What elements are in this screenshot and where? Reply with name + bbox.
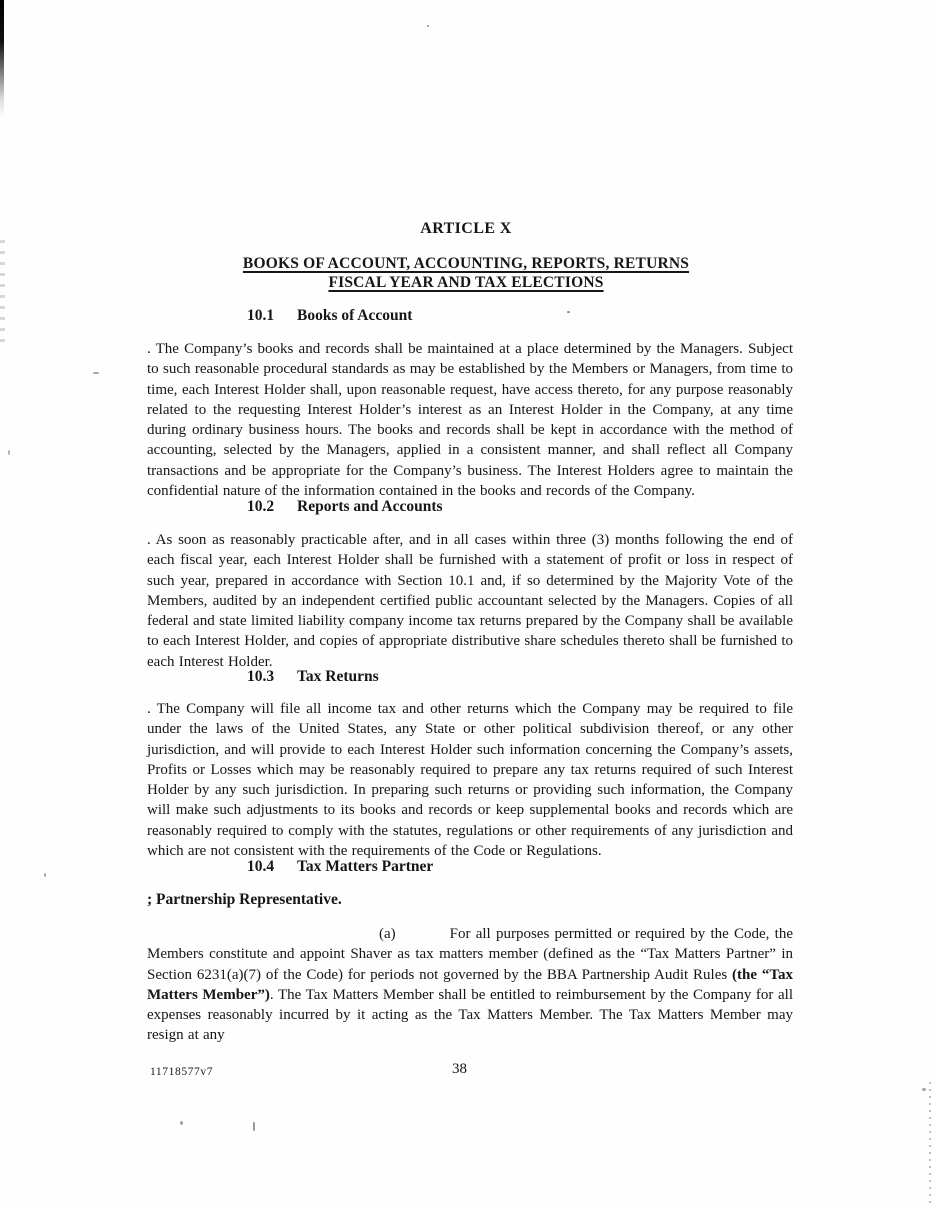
section-10-3-paragraph: . The Company will file all income tax and other returns which the Company may be required to file under the laws of the United States, any State or other political subdivision thereof, or any other jurisdiction, and will provide to each Interest Holder such information concerning the Company’s assets, Profits or Losses which may be reasonably required to prepare any tax returns required of such Interest Holder by any such jurisdiction. In preparing such returns or providing such information, the Company will make such adjustments to its books and records or keep supplemental books and records which are reasonably required to comply with the statutes, regulations or other requirements of any jurisdiction and which are not consistent with the requirements of the Code or Regulations. [147,701,793,860]
section-number: 10.1 [247,307,275,324]
section-10-1-paragraph: . The Company’s books and records shall be maintained at a place determined by the Managers. Subject to such reasonable procedural standards as may be established by the Members or Managers, from time to time, each Interest Holder shall, upon reasonable request, have access thereto, for any purpose reasonably related to the requesting Interest Holder’s interest as an Interest Holder in the Company, at any time during ordinary business hours. The books and records shall be kept in accordance with the method of accounting, selected by the Managers, applied in a consistent manner, and shall reflect all Company transactions and be appropriate for the Company’s business. The Interest Holders agree to maintain the confidential nature of the information contained in the books and records of the Company. [147,341,793,500]
section-heading-10-4 [247,858,433,876]
scan-artifact-speck [8,450,10,455]
section-title: Books of Account [297,307,413,324]
subsection-a-label: (a) [379,926,396,942]
document-heading-line1: BOOKS OF ACCOUNT, ACCOUNTING, REPORTS, RETURNS [242,255,690,272]
article-title: ARTICLE X [420,220,512,237]
document-heading-line2: FISCAL YEAR AND TAX ELECTIONS [328,273,604,291]
subsection-a-text: For all purposes permitted or required by the Code, the Members constitute and appoint Shaver as tax matters member (defined as the “Tax Matters Partner” in Section 6231(a)(7) of the Code) for periods not governed by the BBA Partnership Audit Rules (the “Tax Matters Member”). The Tax Matters Member shall be entitled to reimbursement by the Company for all expenses reasonably incurred by it acting as the Tax Matters Member. The Tax Matters Member may resign at any [147,926,794,1044]
footer-document-id: 11718577v7 [150,1066,214,1078]
scan-artifact-right-edge [929,1082,931,1208]
scan-artifact-speck [427,25,429,27]
scan-artifact-speck [93,372,99,374]
scan-artifact-speck [922,1088,926,1091]
subsection-a-paragraph [147,924,793,1046]
scan-artifact-speck [567,311,570,313]
section-title: Reports and Accounts [297,498,443,515]
section-heading-10-2 [247,498,443,516]
scan-artifact-speck [180,1121,183,1125]
section-number: 10.4 [247,858,275,875]
scan-artifact-speck [253,1122,255,1131]
section-number: 10.2 [247,498,275,515]
scan-artifact-speck [44,873,46,877]
document-heading [0,255,932,292]
section-heading-10-3 [247,668,379,686]
footer-page-number: 38 [452,1061,467,1077]
section-heading-10-1 [247,307,412,325]
section-title: Tax Returns [297,668,379,685]
scan-artifact-left-edge [0,0,4,118]
section-10-2-paragraph: . As soon as reasonably practicable after, and in all cases within three (3) months following the end of each fiscal year, each Interest Holder shall be furnished with a statement of profit or loss in respect of such year, prepared in accordance with Section 10.1 and, if so determined by the Majority Vote of the Members, audited by an independent certified public accountant selected by the Managers. Copies of all federal and state limited liability company income tax returns prepared by the Company shall be available to each Interest Holder, and copies of appropriate distributive share schedules thereto shall be furnished to each Interest Holder. [147,532,793,670]
partnership-representative-subheading: ; Partnership Representative. [147,891,342,908]
section-number: 10.3 [247,668,275,685]
section-title: Tax Matters Partner [297,858,434,875]
